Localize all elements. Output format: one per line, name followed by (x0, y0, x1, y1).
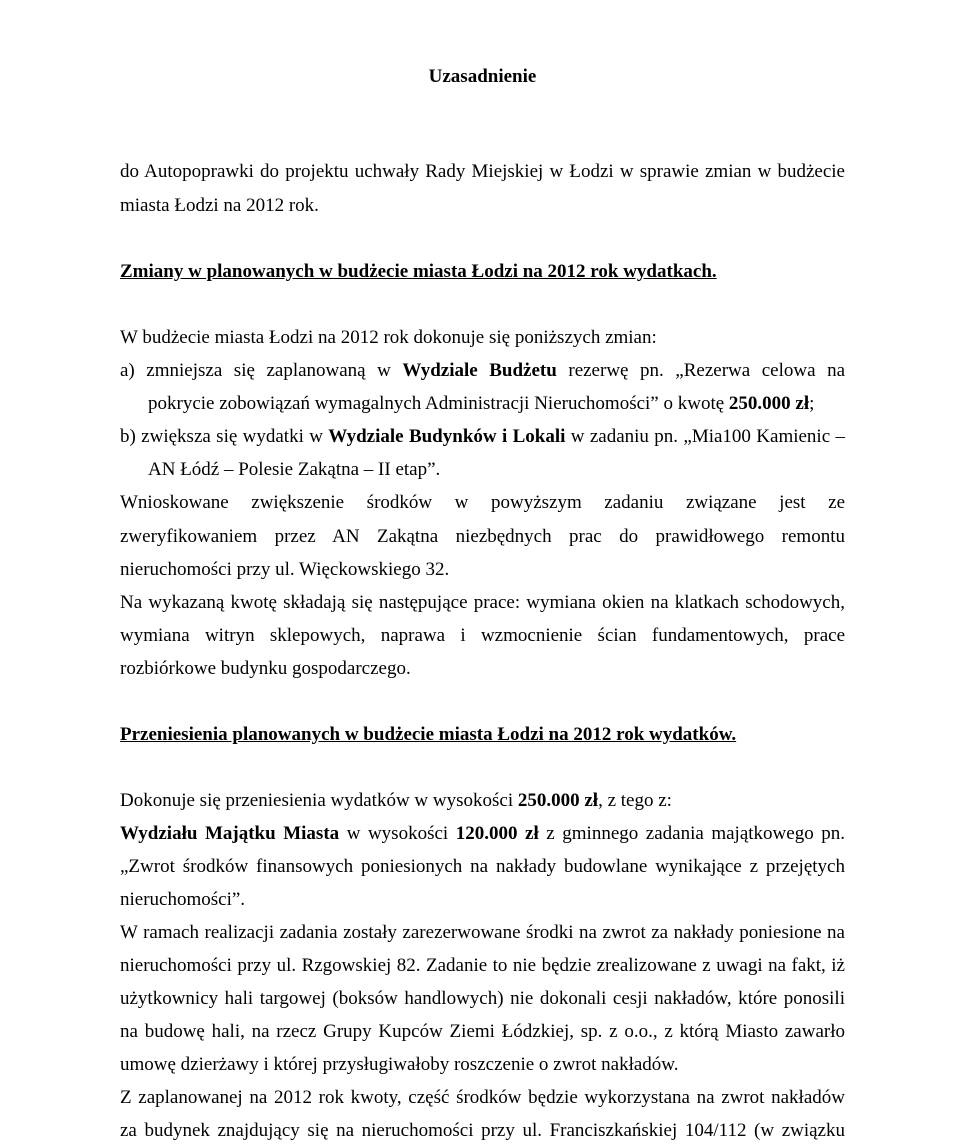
section2-line2-mid: w wysokości (339, 823, 456, 844)
section2-line-1 (120, 786, 845, 815)
section2-line-11: za budynek znajdujący się na nieruchomości przy ul. Franciszkańskiej 104/112 (w związku (120, 1120, 845, 1141)
item-a-text-rest: rezerwę pn. „Rezerwa celowa na (556, 360, 846, 381)
section2-line-9: umowę dzierżawy i której przysługiwałoby roszczenie o zwrot nakładów. (120, 1054, 679, 1075)
section2-department-amount: 120.000 zł (455, 823, 539, 844)
section-heading-transfers: Przeniesienia planowanych w budżecie miasta Łodzi na 2012 rok wydatków. (120, 724, 737, 745)
section2-line-8: na budowę hali, na rzecz Grupy Kupców Ziemi Łódzkiej, sp. z o.o., z którą Miasto zawarło (120, 1021, 845, 1042)
paragraph-1-line-1: Wnioskowane zwiększenie środków w powyższym zadaniu związane jest ze (120, 492, 845, 513)
section2-line-3: „Zwrot środków finansowych poniesionych na nakłady budowlane wynikające z przejętych (120, 856, 845, 877)
item-b-text: b) zwiększa się wydatki w (120, 426, 329, 447)
section2-line-4: nieruchomości”. (120, 889, 246, 910)
section2-department: Wydziału Majątku Miasta (120, 823, 340, 844)
item-b-line-1 (120, 422, 845, 451)
item-a-line-2 (148, 389, 845, 418)
item-a-text: a) zmniejsza się zaplanowaną w (120, 360, 403, 381)
section2-line-5: W ramach realizacji zadania zostały zarezerwowane środki na zwrot za nakłady poniesione na (120, 922, 845, 943)
intro-line-2: miasta Łodzi na 2012 rok. (120, 195, 319, 216)
section2-line-6: nieruchomości przy ul. Rzgowskiej 82. Zadanie to nie będzie zrealizowane z uwagi na fakt, iż (120, 955, 845, 976)
paragraph-2-line-2: wymiana witryn sklepowych, naprawa i wzmocnienie ścian fundamentowych, prace (120, 625, 845, 646)
section2-line1-text: Dokonuje się przeniesienia wydatków w wysokości (120, 790, 518, 811)
document-title: Uzasadnienie (428, 66, 537, 87)
item-a-line2-end: ; (809, 393, 815, 414)
section-heading-changes: Zmiany w planowanych w budżecie miasta Łodzi na 2012 rok wydatkach. (120, 261, 717, 282)
paragraph-2-line-1: Na wykazaną kwotę składają się następujące prace: wymiana okien na klatkach schodowych, (120, 592, 845, 613)
item-b-text-rest: w zadaniu pn. „Mia100 Kamienic – (565, 426, 846, 447)
item-a-line-1 (120, 356, 845, 385)
section1-lead: W budżecie miasta Łodzi na 2012 rok dokonuje się poniższych zmian: (120, 327, 657, 348)
section2-total-amount: 250.000 zł (517, 790, 599, 811)
item-a-department: Wydziale Budżetu (402, 360, 557, 381)
section2-line-10: Z zaplanowanej na 2012 rok kwoty, część środków będzie wykorzystana na zwrot nakładów (120, 1087, 845, 1108)
section2-line2-end: z gminnego zadania majątkowego pn. (538, 823, 845, 844)
item-b-department: Wydziale Budynków i Lokali (328, 426, 566, 447)
item-a-amount: 250.000 zł (728, 393, 810, 414)
paragraph-2-line-3: rozbiórkowe budynku gospodarczego. (120, 658, 411, 679)
paragraph-1-line-3: nieruchomości przy ul. Więckowskiego 32. (120, 559, 450, 580)
paragraph-1-line-2: zweryfikowaniem przez AN Zakątna niezbędnych prac do prawidłowego remontu (120, 526, 845, 547)
item-b-line-2: AN Łódź – Polesie Zakątna – II etap”. (148, 459, 441, 480)
intro-line-1: do Autopoprawki do projektu uchwały Rady Miejskiej w Łodzi w sprawie zmian w budżecie (120, 161, 845, 182)
item-a-line2-text: pokrycie zobowiązań wymagalnych Administracji Nieruchomości” o kwotę (148, 393, 729, 414)
section2-line-7: użytkownicy hali targowej (boksów handlowych) nie dokonali cesji nakładów, które ponosili (120, 988, 845, 1009)
section2-line-2 (120, 819, 845, 848)
section2-line1-end: , z tego z: (598, 790, 672, 811)
